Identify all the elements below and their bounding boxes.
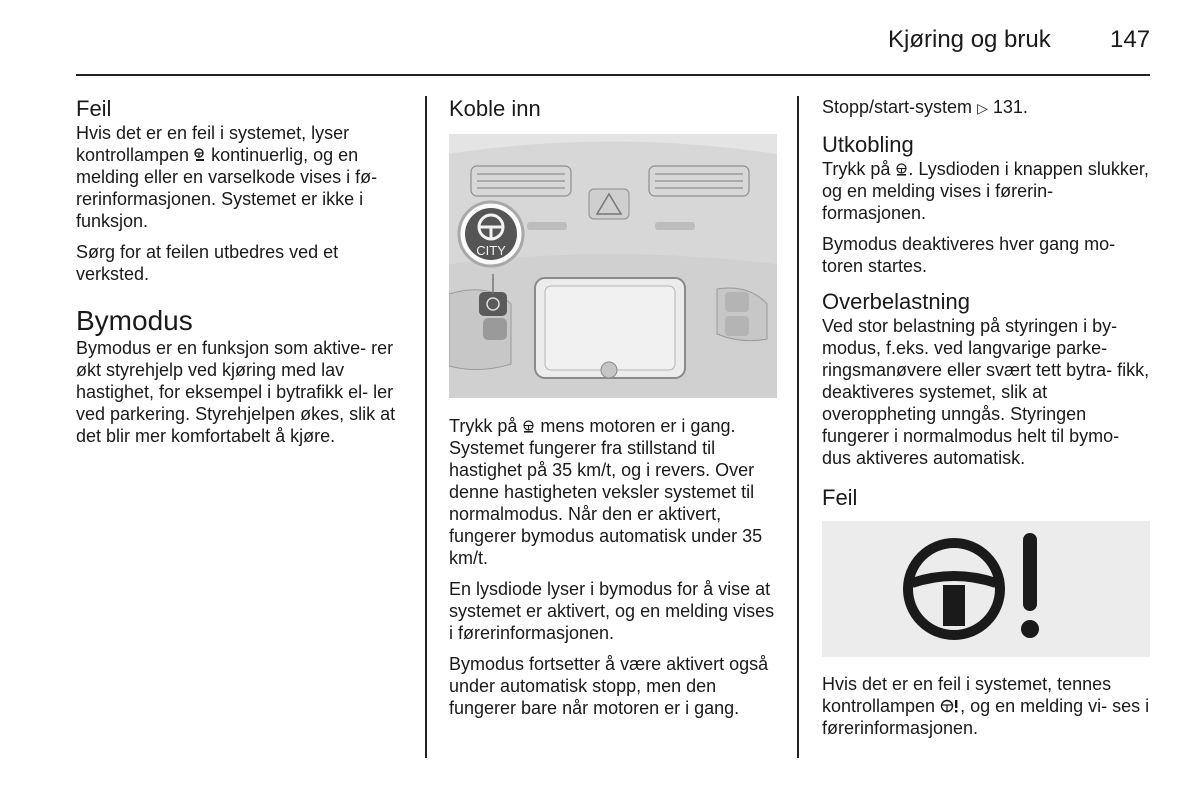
section-heading-feil: Feil (76, 96, 112, 121)
page-number: 147 (1110, 26, 1151, 53)
column-1 (76, 96, 410, 456)
small-vent-right (655, 222, 695, 230)
paragraph: Hvis det er en feil i systemet, tennes kontrollampen , og en melding vi- ses i førerinformasjonen. (822, 674, 1150, 738)
city-mode-icon (522, 420, 535, 433)
section-heading-koble-inn: Koble inn (449, 96, 541, 121)
city-button-callout (459, 202, 523, 266)
paragraph: Ved stor belastning på styringen i by- modus, f.eks. ved langvarige parke- ringsmanøvere eller svært tett bytra- fikk, deaktiveres systemet, slik at overoppheting unngås. Styringen fungerer i normalmodus helt til bymo- dus aktiveres automatisk. (822, 316, 1150, 468)
paragraph: Hvis det er en feil i systemet, lyser kontrollampen kontinuerlig, og en melding eller en varselkode vises i fø- rerinformasjonen. Systemet er ikke i funksjon. (76, 123, 378, 231)
page-header-title: Kjøring og bruk (888, 26, 1051, 53)
small-vent-left (527, 222, 567, 230)
paragraph: En lysdiode lyser i bymodus for å vise at systemet er aktivert, og en melding vises i førerinformasjonen. (449, 579, 775, 643)
paragraph: Trykk på mens motoren er i gang. Systemet fungerer fra stillstand til hastighet på 35 km/t, og i revers. Over denne hastigheten veksler systemet til normalmodus. Når den er aktivert, fungerer bymodus automatisk under 35 km/t. (449, 416, 763, 568)
column-3 (822, 96, 1150, 748)
column-2 (449, 96, 779, 728)
steering-warning-lamp-icon (194, 148, 206, 162)
city-mode-icon (895, 163, 908, 176)
section-heading-bymodus: Bymodus (76, 305, 193, 336)
reference-arrow-icon: ▷ (977, 100, 988, 116)
cross-reference: Stopp/start-system ▷ 131. (822, 97, 1028, 117)
hazard-button (589, 189, 629, 219)
city-button-cluster (449, 290, 511, 370)
paragraph: Bymodus deaktiveres hver gang mo- toren startes. (822, 234, 1116, 276)
section-heading-feil: Feil (822, 485, 858, 510)
paragraph: Bymodus er en funksjon som aktive- rer økt styrehjelp ved kjøring med lav hastighet, for eksempel i bytrafikk el- ler ved parkering. Styrehjelpen økes, slik at det blir mer komfortabelt å kjøre. (76, 338, 396, 446)
paragraph: Trykk på . Lysdioden i knappen slukker, og en melding vises i førerin- formasjonen. (822, 159, 1149, 223)
column-separator-2 (797, 96, 799, 758)
dashboard-figure (449, 134, 777, 398)
warning-figure (822, 521, 1150, 657)
section-heading-overbelastning: Overbelastning (822, 289, 970, 314)
paragraph: Bymodus fortsetter å være aktivert også under automatisk stopp, men den fungerer bare når motoren er i gang. (449, 654, 769, 718)
steering-warning-lamp-icon (940, 699, 960, 713)
header-rule (76, 74, 1150, 76)
section-heading-utkobling: Utkobling (822, 132, 914, 157)
volume-knob (601, 362, 617, 378)
column-separator-1 (425, 96, 427, 758)
city-label: CITY (476, 243, 506, 258)
paragraph: Sørg for at feilen utbedres ved et verksted. (76, 242, 339, 284)
